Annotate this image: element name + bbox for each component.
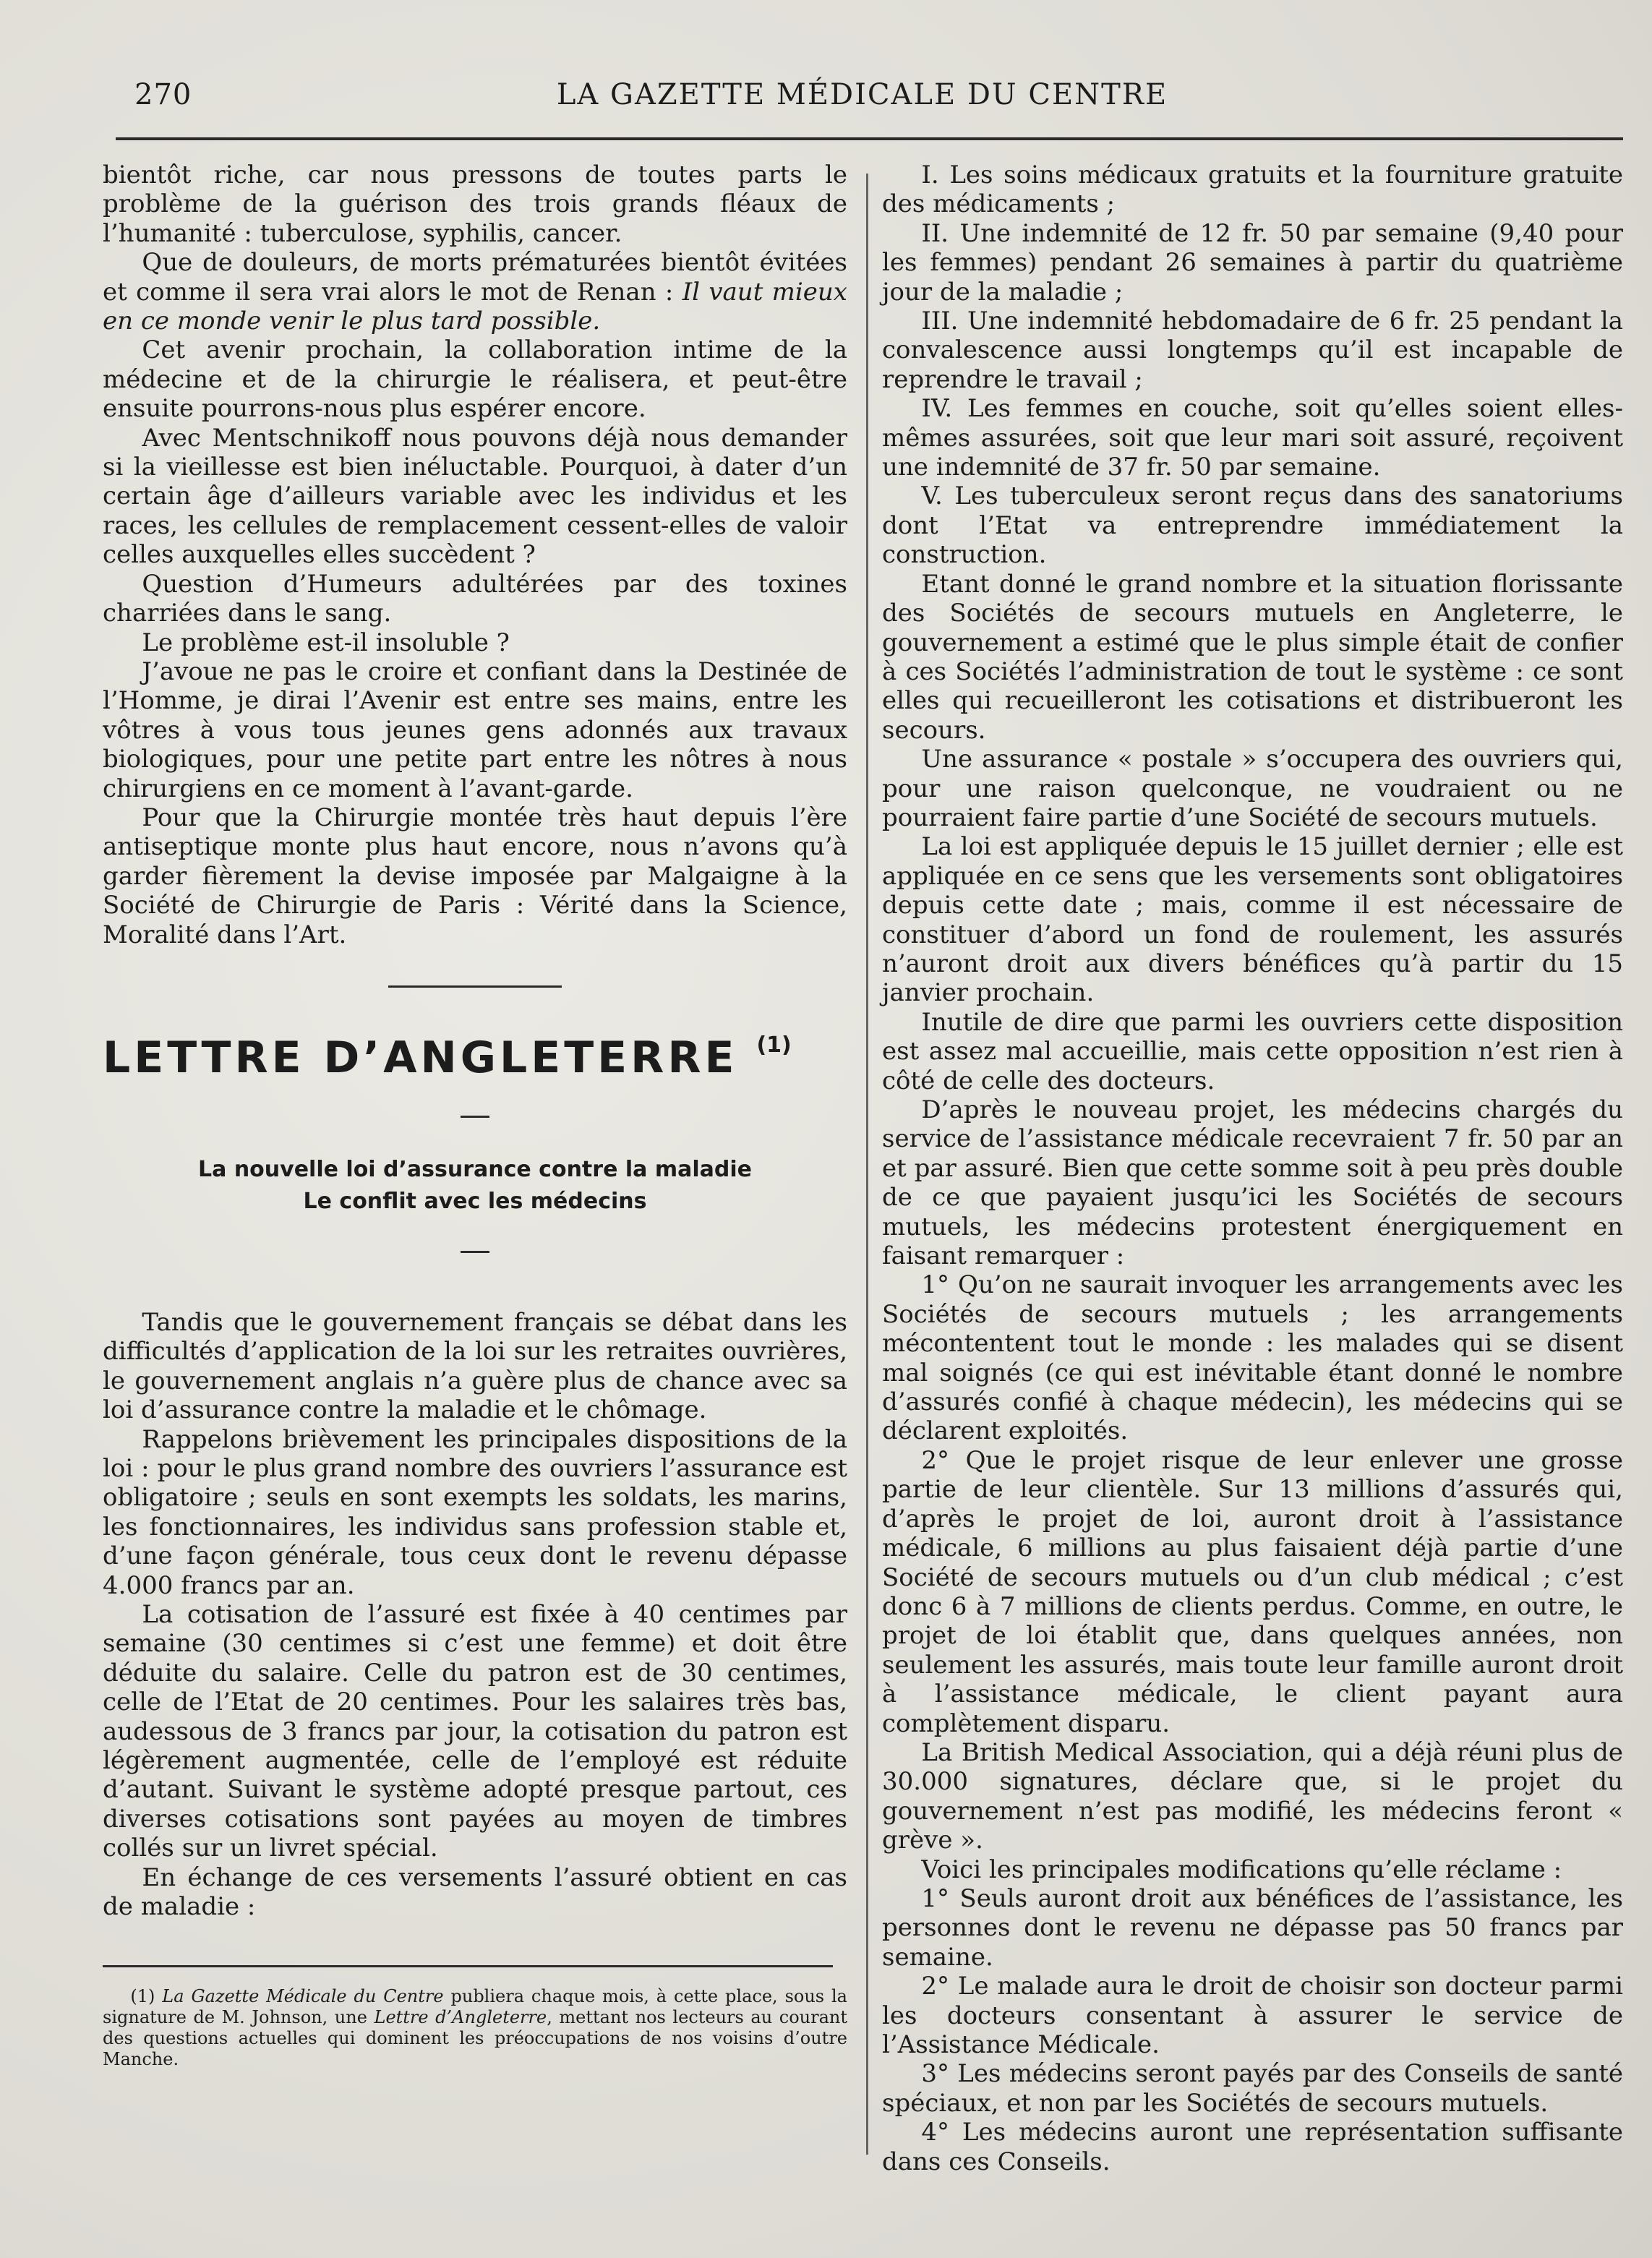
list-item: 2° Que le projet risque de leur enlever une grosse partie de leur clientèle. Sur 13 millions d’assurés qui, d’après le projet de loi, auront droit à l’assistance médicale, 6 millions au plus faisaient déjà partie d’une Société de secours mutuels ou d’un club médical ; c’est donc 6 à 7 millions de clients perdus. Comme, en outre, le projet de loi établit que, dans quelques années, non seulement les assurés, mais toute leur famille auront droit à l’assistance médicale, le client payant aura complètement disparu. — [882, 1445, 1623, 1738]
column-divider — [866, 174, 868, 2155]
list-item: III. Une indemnité hebdomadaire de 6 fr. 25 pendant la convalescence aussi longtemps qu’il est incapable de reprendre le travail ; — [882, 307, 1623, 394]
paragraph: Pour que la Chirurgie montée très haut depuis l’ère antiseptique monte plus haut encore, nous n’avons qu’à garder fièrement la devise imposée par Malgaigne à la Société de Chirurgie de Paris : Vérité dans la Science, Moralité dans l’Art. — [103, 803, 847, 949]
paragraph: Avec Mentschnikoff nous pouvons déjà nous demander si la vieillesse est bien inéluctable. Pourquoi, à dater d’un certain âge d’ailleurs variable avec les individus et les races, les cellules de remplacement cessent-elles de valoir celles auxquelles elles succèdent ? — [103, 423, 847, 570]
paragraph: J’avoue ne pas le croire et confiant dans la Destinée de l’Homme, je dirai l’Avenir est entre ses mains, entre les vôtres à vous tous jeunes gens adonnés aux travaux biologiques, pour une petite part entre les nôtres à nous chirurgiens en ce moment à l’avant-garde. — [103, 657, 847, 803]
list-item: II. Une indemnité de 12 fr. 50 par semaine (9,40 pour les femmes) pendant 26 semaines à partir du quatrième jour de la maladie ; — [882, 218, 1623, 307]
list-item: 1° Seuls auront droit aux bénéfices de l’assistance, les personnes dont le revenu ne dépasse pas 50 francs par semaine. — [882, 1883, 1623, 1972]
paragraph: Voici les principales modifications qu’elle réclame : — [921, 1855, 1562, 1884]
paragraph: Tandis que le gouvernement français se débat dans les difficultés d’application de la loi sur les retraites ouvrières, le gouvernement anglais n’a guère plus de chance avec sa loi d’assurance contre la maladie et le chômage. — [103, 1307, 847, 1425]
paragraph: Cet avenir prochain, la collaboration intime de la médecine et de la chirurgie le réalisera, et peut-être ensuite pourrons-nous plus espérer encore. — [103, 335, 847, 424]
footnote-publication: La Gazette Médicale du Centre — [162, 1985, 444, 2006]
list-item: 3° Les médecins seront payés par des Conseils de santé spéciaux, et non par les Sociétés de secours mutuels. — [882, 2059, 1623, 2118]
paragraph: Le problème est-il insoluble ? — [142, 628, 510, 657]
paragraph: Question d’Humeurs adultérées par des toxines charriées dans le sang. — [103, 569, 847, 628]
footnote-letter-title: Lettre d’Angleterre — [374, 2006, 547, 2027]
article-subtitle — [103, 1154, 847, 1218]
header-rule — [116, 137, 1623, 140]
list-item: 2° Le malade aura le droit de choisir son docteur parmi les docteurs consentant à assurer le service de l’Assistance Médicale. — [882, 1972, 1623, 2059]
paragraph — [103, 248, 847, 335]
footnote — [103, 1986, 847, 2070]
subtitle-line-1: La nouvelle loi d’assurance contre la maladie — [198, 1156, 752, 1182]
list-item: 1° Qu’on ne saurait invoquer les arrangements avec les Sociétés de secours mutuels ; les arrangements mécontentent tout le monde : les malades qui se disent mal soignés (ce qui est inévitable étant donné le nombre d’assurés confié à chaque médecin), les médecins qui se déclarent exploités. — [882, 1270, 1623, 1446]
right-column — [882, 161, 1623, 2176]
paragraph: La loi est appliquée depuis le 15 juillet dernier ; elle est appliquée en ce sens que les versements sont obligatoires depuis cette date ; mais, comme il est nécessaire de constituer d’abord un fond de roulement, les assurés n’auront droit aux divers bénéfices qu’à partir du 15 janvier prochain. — [882, 832, 1623, 1008]
list-item: V. Les tuberculeux seront reçus dans des sanatoriums dont l’Etat va entreprendre immédiatement la construction. — [882, 482, 1623, 570]
article-title — [103, 1017, 847, 1087]
page-number: 270 — [134, 78, 192, 111]
footnote-marker: (1) — [756, 1032, 792, 1058]
paragraph: D’après le nouveau projet, les médecins chargés du service de l’assistance médicale recevraient 7 fr. 50 par an et par assuré. Bien que cette somme soit à peu près double de ce que payaient jusqu’ici les Sociétés de secours mutuels, les médecins protestent énergiquement en faisant remarquer : — [882, 1095, 1623, 1271]
paragraph-text: Que de douleurs, de morts prématurées bientôt évitées et comme il sera vrai alors le mot de Renan : — [103, 248, 847, 307]
page-header — [108, 78, 1616, 121]
title-dash — [461, 1116, 489, 1118]
footnote-number: (1) — [130, 1985, 163, 2006]
list-item: I. Les soins médicaux gratuits et la fourniture gratuite des médicaments ; — [882, 161, 1623, 219]
paragraph: bientôt riche, car nous pressons de toutes parts le problème de la guérison des trois grands fléaux de l’humanité : tuberculose, syphilis, cancer. — [103, 161, 847, 248]
left-column — [103, 161, 847, 2070]
running-title: LA GAZETTE MÉDICALE DU CENTRE — [556, 78, 1168, 111]
subtitle-line-2: Le conflit avec les médecins — [303, 1188, 647, 1214]
paragraph: La cotisation de l’assuré est fixée à 40 centimes par semaine (30 centimes si c’est une femme) et doit être déduite du salaire. Celle du patron est de 30 centimes, celle de l’Etat de 20 centimes. Pour les salaires très bas, audessous de 3 francs par jour, la cotisation du patron est légèrement augmentée, celle de l’employé est réduite d’autant. Suivant le système adopté presque partout, ces diverses cotisations sont payées au moyen de timbres collés sur un livret spécial. — [103, 1600, 847, 1863]
paragraph: Rappelons brièvement les principales dispositions de la loi : pour le plus grand nombre des ouvriers l’assurance est obligatoire ; seuls en sont exempts les soldats, les marins, les fonctionnaires, les individus sans profession stable et, d’une façon générale, tous ceux dont le revenu dépasse 4.000 francs par an. — [103, 1424, 847, 1600]
footnote-rule — [103, 1965, 833, 1967]
footnote-text: , mettant nos lecteurs au courant des questions actuelles qui dominent les préoccupations de nos voisins d’outre Manche. — [103, 2006, 847, 2069]
paragraph: Etant donné le grand nombre et la situation florissante des Sociétés de secours mutuels en Angleterre, le gouvernement a estimé que le plus simple était de confier à ces Sociétés l’administration de tout le système : ce sont elles qui recueilleront les cotisations et distribueront les secours. — [882, 569, 1623, 745]
list-item: IV. Les femmes en couche, soit qu’elles soient elles-mêmes assurées, soit que leur mari soit assuré, reçoivent une indemnité de 37 fr. 50 par semaine. — [882, 394, 1623, 482]
list-item: 4° Les médecins auront une représentation suffisante dans ces Conseils. — [882, 2118, 1623, 2176]
paragraph: Une assurance « postale » s’occupera des ouvriers qui, pour une raison quelconque, ne voudraient ou ne pourraient faire partie d’une Société de secours mutuels. — [882, 745, 1623, 832]
footnote-text: publiera chaque mois, à cette place, sous la signature de M. Johnson, une — [103, 1985, 847, 2027]
subtitle-dash — [461, 1251, 489, 1253]
article-title-text: LETTRE D’ANGLETERRE — [103, 1032, 738, 1083]
renan-quote: Il vaut mieux en ce monde venir le plus tard possible. — [103, 277, 847, 336]
paragraph: Inutile de dire que parmi les ouvriers cette disposition est assez mal accueillie, mais cette opposition n’est rien à côté de celle des docteurs. — [882, 1007, 1623, 1095]
paragraph: En échange de ces versements l’assuré obtient en cas de maladie : — [103, 1863, 847, 1922]
section-separator — [388, 985, 562, 988]
paragraph: La British Medical Association, qui a déjà réuni plus de 30.000 signatures, déclare que, si le projet du gouvernement n’est pas modifié, les médecins feront « grève ». — [882, 1737, 1623, 1855]
